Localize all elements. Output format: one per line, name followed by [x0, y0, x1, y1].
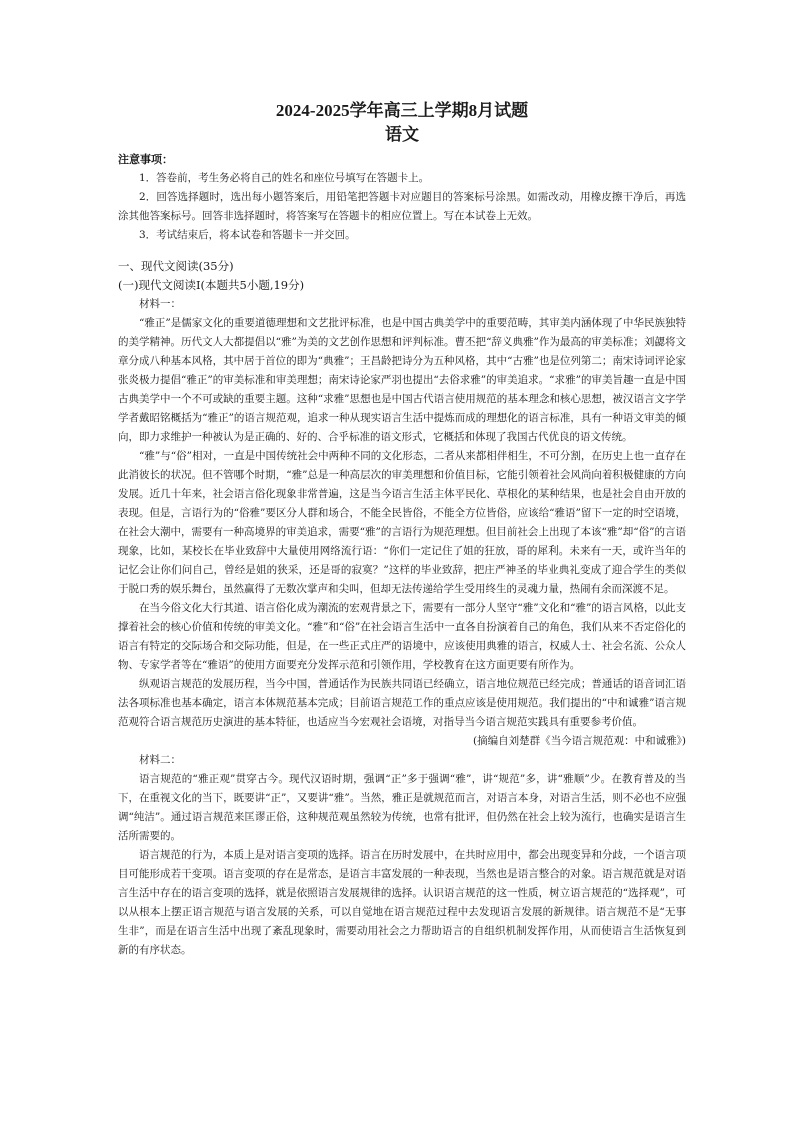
section-heading: 一、现代文阅读(35分) [118, 259, 234, 273]
material1-source: (摘编自刘楚群《当今语言规范观：中和诚雅》) [473, 735, 686, 747]
material2-paragraph-2: 语言规范的行为，本质上是对语言变项的选择。语言在历时发展中，在共时应用中，都会出现变异和分歧，一个语言项目可能形成若干变项。语言变项的存在是常态，是语言丰富发展的一种表现，当然也是语言整合的对象。语言规范就是对语言生活中存在的语言变项的选择，就是依照语言发展规律的选择。认识语言规范的这一性质，树立语言规范的“选择观”，可以从根本上摆正语言规范与语言发展的关系，可以自觉地在语言规范过程中去发现语言发展的新规律。语言规范不是“无事生非”，而是在语言生活中出现了紊乱现象时，需要动用社会之力帮助语言的自组织机制发挥作用，从而使语言生活恢复到新的有序状态。 [118, 849, 686, 956]
material1-label: 材料一： [139, 298, 181, 310]
notice-item-1: 1．答卷前，考生务必将自己的姓名和座位号填写在答题卡上。 [139, 172, 430, 184]
exam-title: 2024-2025学年高三上学期8月试题 [275, 101, 529, 120]
material2-paragraph-1: 语言规范的“雅正观”贯穿古今。现代汉语时期，强调“正”多于强调“雅”，讲“规范”多，讲“雅顺”少。在教育普及的当下，在重视文化的当下，既要讲“正”，又要讲“雅”。当然，雅正是就规范而言，对语言本身，对语言生活，则不必也不应强调“纯洁”。通过语言规范来匡谬正俗，这种规范观虽然较为传统，也常有批评，但仍然在社会上较为流行，也确实是语言生活所需要的。 [118, 773, 686, 842]
notice-heading: 注意事项： [118, 153, 173, 166]
material1-paragraph-3: 在当今俗文化大行其道、语言俗化成为潮流的宏观背景之下，需要有一部分人坚守“雅”文化和“雅”的语言风格，以此支撑着社会的核心价值和传统的审美文化。“雅”和“俗”在社会语言生活中一直各自扮演着自己的角色，我们从来不否定俗化的语言有特定的交际场合和交际功能，但是，在一些正式庄严的语境中，应该使用典雅的语言，权威人士、社会名流、公众人物、专家学者等在“雅语”的使用方面要充分发挥示范和引领作用，学校教育在这方面更要有所作为。 [118, 602, 686, 671]
notice-item-3: 3．考试结束后，将本试卷和答题卡一并交回。 [139, 229, 356, 241]
material2-label: 材料二： [139, 754, 181, 766]
exam-page [118, 100, 686, 960]
notice-item-2: 2．回答选择题时，选出每小题答案后，用铅笔把答题卡对应题目的答案标号涂黑。如需改动，用橡皮擦干净后，再选涂其他答案标号。回答非选择题时，将答案写在答题卡的相应位置上。写在本试卷上无效。 [118, 191, 686, 222]
material1-paragraph-4: 纵观语言规范的发展历程，当今中国，普通话作为民族共同语已经确立，语言地位规范已经完成；普通话的语音词汇语法各项标准也基本确定，语言本体规范基本完成；目前语言规范工作的重点应该是使用规范。我们提出的“中和诚雅”语言规范观符合语言规范历史演进的基本特征，也适应当今宏观社会语境，对指导当今语言规范实践具有重要参考价值。 [118, 678, 686, 728]
exam-subject: 语文 [385, 125, 419, 144]
subsection-heading: (一)现代文阅读Ⅰ(本题共5小题,19分) [118, 278, 305, 292]
material1-paragraph-1: “雅正”是儒家文化的重要道德理想和文艺批评标准，也是中国古典美学中的重要范畴，其审美内涵体现了中华民族独特的美学精神。历代文人大都提倡以“雅”为美的文艺创作思想和评判标准。曹丕把“辞义典雅”作为最高的审美标准；刘勰将文章分成八种基本风格，其中居于首位的即为“典雅”；王昌龄把诗分为五种风格，其中“古雅”也是位列第二；南宋诗词评论家张炎极力提倡“雅正”的审美标准和审美理想；南宋诗论家严羽也提出“去俗求雅”的审美追求。“求雅”的审美旨趣一直是中国古典美学中一个不可或缺的重要主题。这种“求雅”思想也是中国古代语言使用规范的基本理念和核心思想，被汉语言文字学学者戴昭铭概括为“雅正”的语言规范观，追求一种从现实语言生活中提炼而成的理想化的语言标准，具有一种语文审美的倾向，即力求维护一种被认为是正确的、好的、合乎标准的语文形式，它概括和体现了我国古代优良的语文传统。 [118, 317, 686, 443]
material1-paragraph-2: “雅”与“俗”相对，一直是中国传统社会中两种不同的文化形态，二者从来都相伴相生，不可分割，在历史上也一直存在此消彼长的状况。但不管哪个时期，“雅”总是一种高层次的审美理想和价值目标，它能引领着社会风尚向着积极健康的方向发展。近几十年来，社会语言俗化现象非常普遍，这是当今语言生活主体平民化、草根化的某种结果，也是社会自由开放的表现。但是，言语行为的“俗雅”要区分人群和场合，不能全民皆俗，不能全方位皆俗，应该给“雅语”留下一定的时空语境，在社会大潮中，需要有一种高境界的审美追求，需要“雅”的言语行为规范理想。但目前社会上出现了本该“雅”却“俗”的言语现象，比如，某校长在毕业致辞中大量使用网络流行语：“你们一定记住了姐的狂放，哥的犀利。未来有一天，或许当年的记忆会让你们问自己，曾经是姐的狭采，还是哥的寂寞？”这样的毕业致辞，把庄严神圣的毕业典礼变成了迎合学生的类似于脱口秀的娱乐舞台，虽然赢得了无数次掌声和尖叫，但却无法传递给学生受用终生的灵魂力量，热闹有余而深渡不足。 [118, 450, 686, 595]
